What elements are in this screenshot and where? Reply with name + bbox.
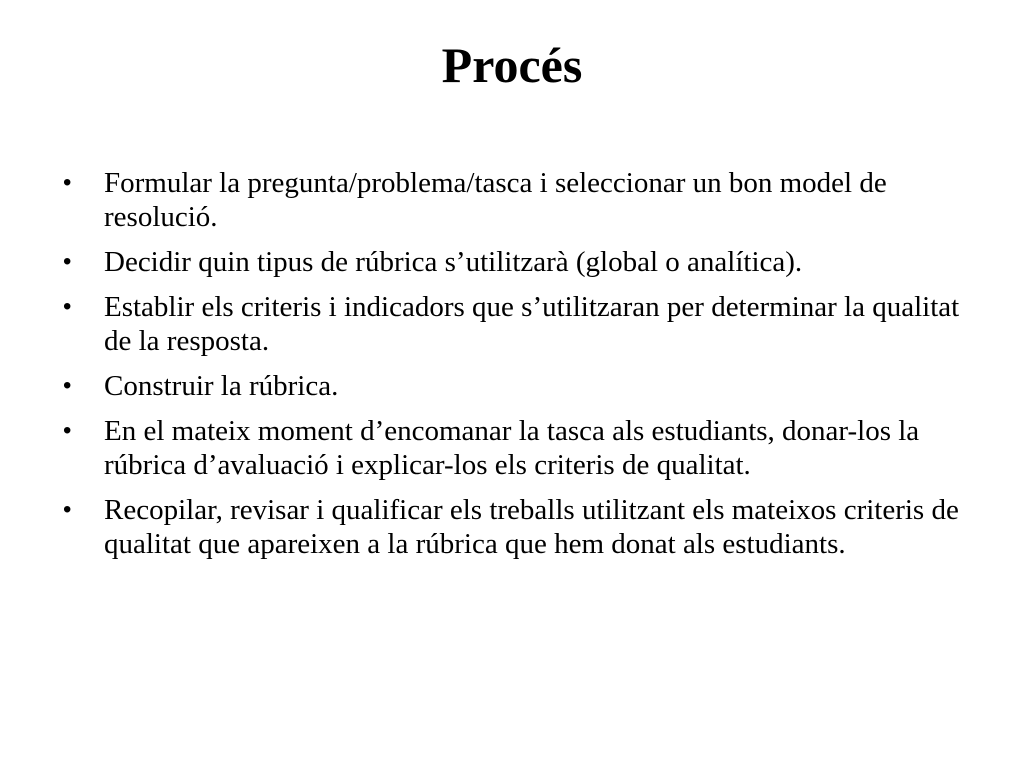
bullet-item — [60, 290, 968, 358]
bullet-item — [60, 493, 968, 561]
bullet-text: En el mateix moment d’encomanar la tasca als estudiants, donar-los la rúbrica d’avaluació i explicar-los els criteris de qualitat. — [104, 415, 920, 481]
bullet-item — [60, 245, 968, 279]
bullet-text: Recopilar, revisar i qualificar els treballs utilitzant els mateixos criteris de qualitat que apareixen a la rúbrica que hem donat als estudiants. — [104, 494, 959, 560]
bullet-icon: • — [63, 417, 72, 444]
bullet-list — [60, 166, 968, 572]
bullet-text: Decidir quin tipus de rúbrica s’utilitzarà (global o analítica). — [104, 246, 803, 278]
bullet-item — [60, 414, 968, 482]
bullet-icon: • — [63, 372, 72, 399]
bullet-icon: • — [63, 248, 72, 275]
bullet-icon: • — [63, 496, 72, 523]
bullet-text: Establir els criteris i indicadors que s’utilitzaran per determinar la qualitat de la resposta. — [104, 291, 960, 357]
bullet-icon: • — [63, 293, 72, 320]
slide-title: Procés — [441, 37, 583, 93]
bullet-item — [60, 369, 968, 403]
bullet-text: Construir la rúbrica. — [104, 370, 339, 402]
bullet-item — [60, 166, 968, 234]
bullet-text: Formular la pregunta/problema/tasca i seleccionar un bon model de resolució. — [104, 167, 887, 233]
bullet-icon: • — [63, 169, 72, 196]
